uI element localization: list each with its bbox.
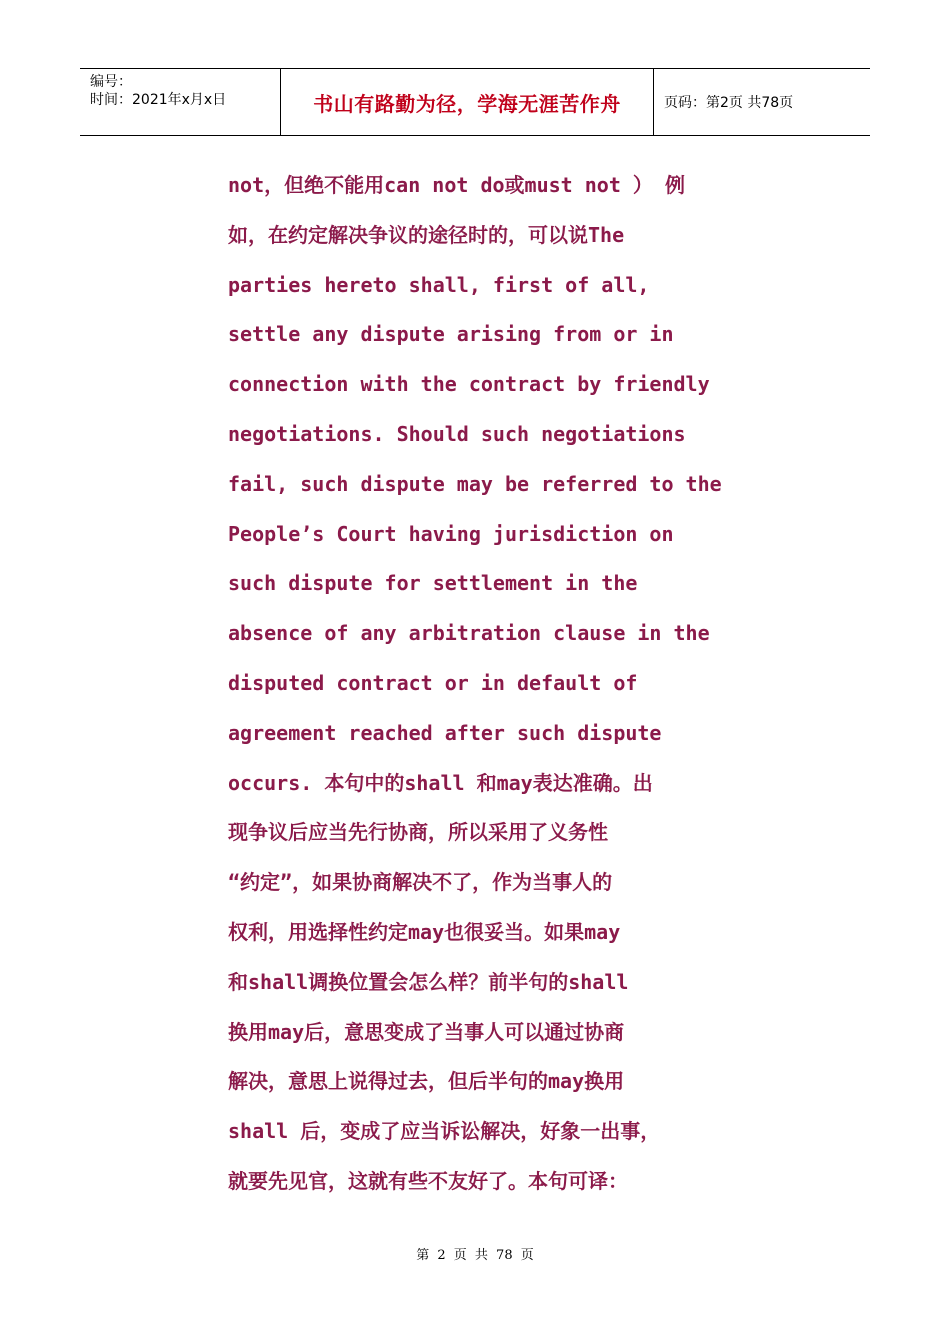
page-footer: 第 2 页 共 78 页 bbox=[416, 1248, 534, 1263]
text-line: 如，在约定解决争议的途径时的，可以说The bbox=[228, 222, 625, 247]
text-line: “约定”，如果协商解决不了，作为当事人的 bbox=[228, 870, 613, 895]
header-page-cell bbox=[654, 69, 870, 135]
text-line: 现争议后应当先行协商，所以采用了义务性 bbox=[228, 820, 608, 845]
text-line: 换用may后，意思变成了当事人可以通过协商 bbox=[228, 1019, 625, 1044]
body-paragraph bbox=[228, 161, 728, 1207]
header-motto-cell bbox=[281, 69, 654, 135]
text-line: shall 后，变成了应当诉讼解决，好象一出事， bbox=[228, 1119, 661, 1144]
text-line: negotiations. Should such negotiations bbox=[228, 421, 686, 446]
text-line: not，但绝不能用can not do或must not ） 例 bbox=[228, 173, 685, 197]
text-line: disputed contract or in default of bbox=[228, 670, 638, 695]
text-line: absence of any arbitration clause in the bbox=[228, 621, 710, 646]
text-line: settle any dispute arising from or in bbox=[228, 322, 674, 347]
text-line: agreement reached after such dispute bbox=[228, 720, 662, 745]
document-date-label: 时间：2021年x月x日 bbox=[90, 92, 227, 108]
text-line: parties hereto shall, first of all, bbox=[228, 272, 650, 297]
text-line: 和shall调换位置会怎么样？前半句的shall bbox=[228, 969, 629, 994]
text-line: 权利，用选择性约定may也很妥当。如果may bbox=[228, 919, 621, 944]
document-number-label: 编号： bbox=[90, 74, 132, 90]
text-line: 解决，意思上说得过去，但后半句的may换用 bbox=[228, 1069, 625, 1094]
header-meta-cell bbox=[80, 69, 281, 135]
text-line: fail, such dispute may be referred to the bbox=[228, 471, 722, 496]
text-line: 就要先见官，这就有些不友好了。本句可译： bbox=[228, 1168, 628, 1193]
text-line: People’s Court having jurisdiction on bbox=[228, 521, 674, 546]
text-line: connection with the contract by friendly bbox=[228, 372, 710, 397]
text-line: such dispute for settlement in the bbox=[228, 571, 638, 596]
header-page-code: 页码：第2页 共78页 bbox=[664, 95, 794, 111]
document-header bbox=[80, 68, 870, 136]
header-motto: 书山有路勤为径，学海无涯苦作舟 bbox=[313, 91, 621, 116]
text-line: occurs. 本句中的shall 和may表达准确。出 bbox=[228, 770, 653, 795]
